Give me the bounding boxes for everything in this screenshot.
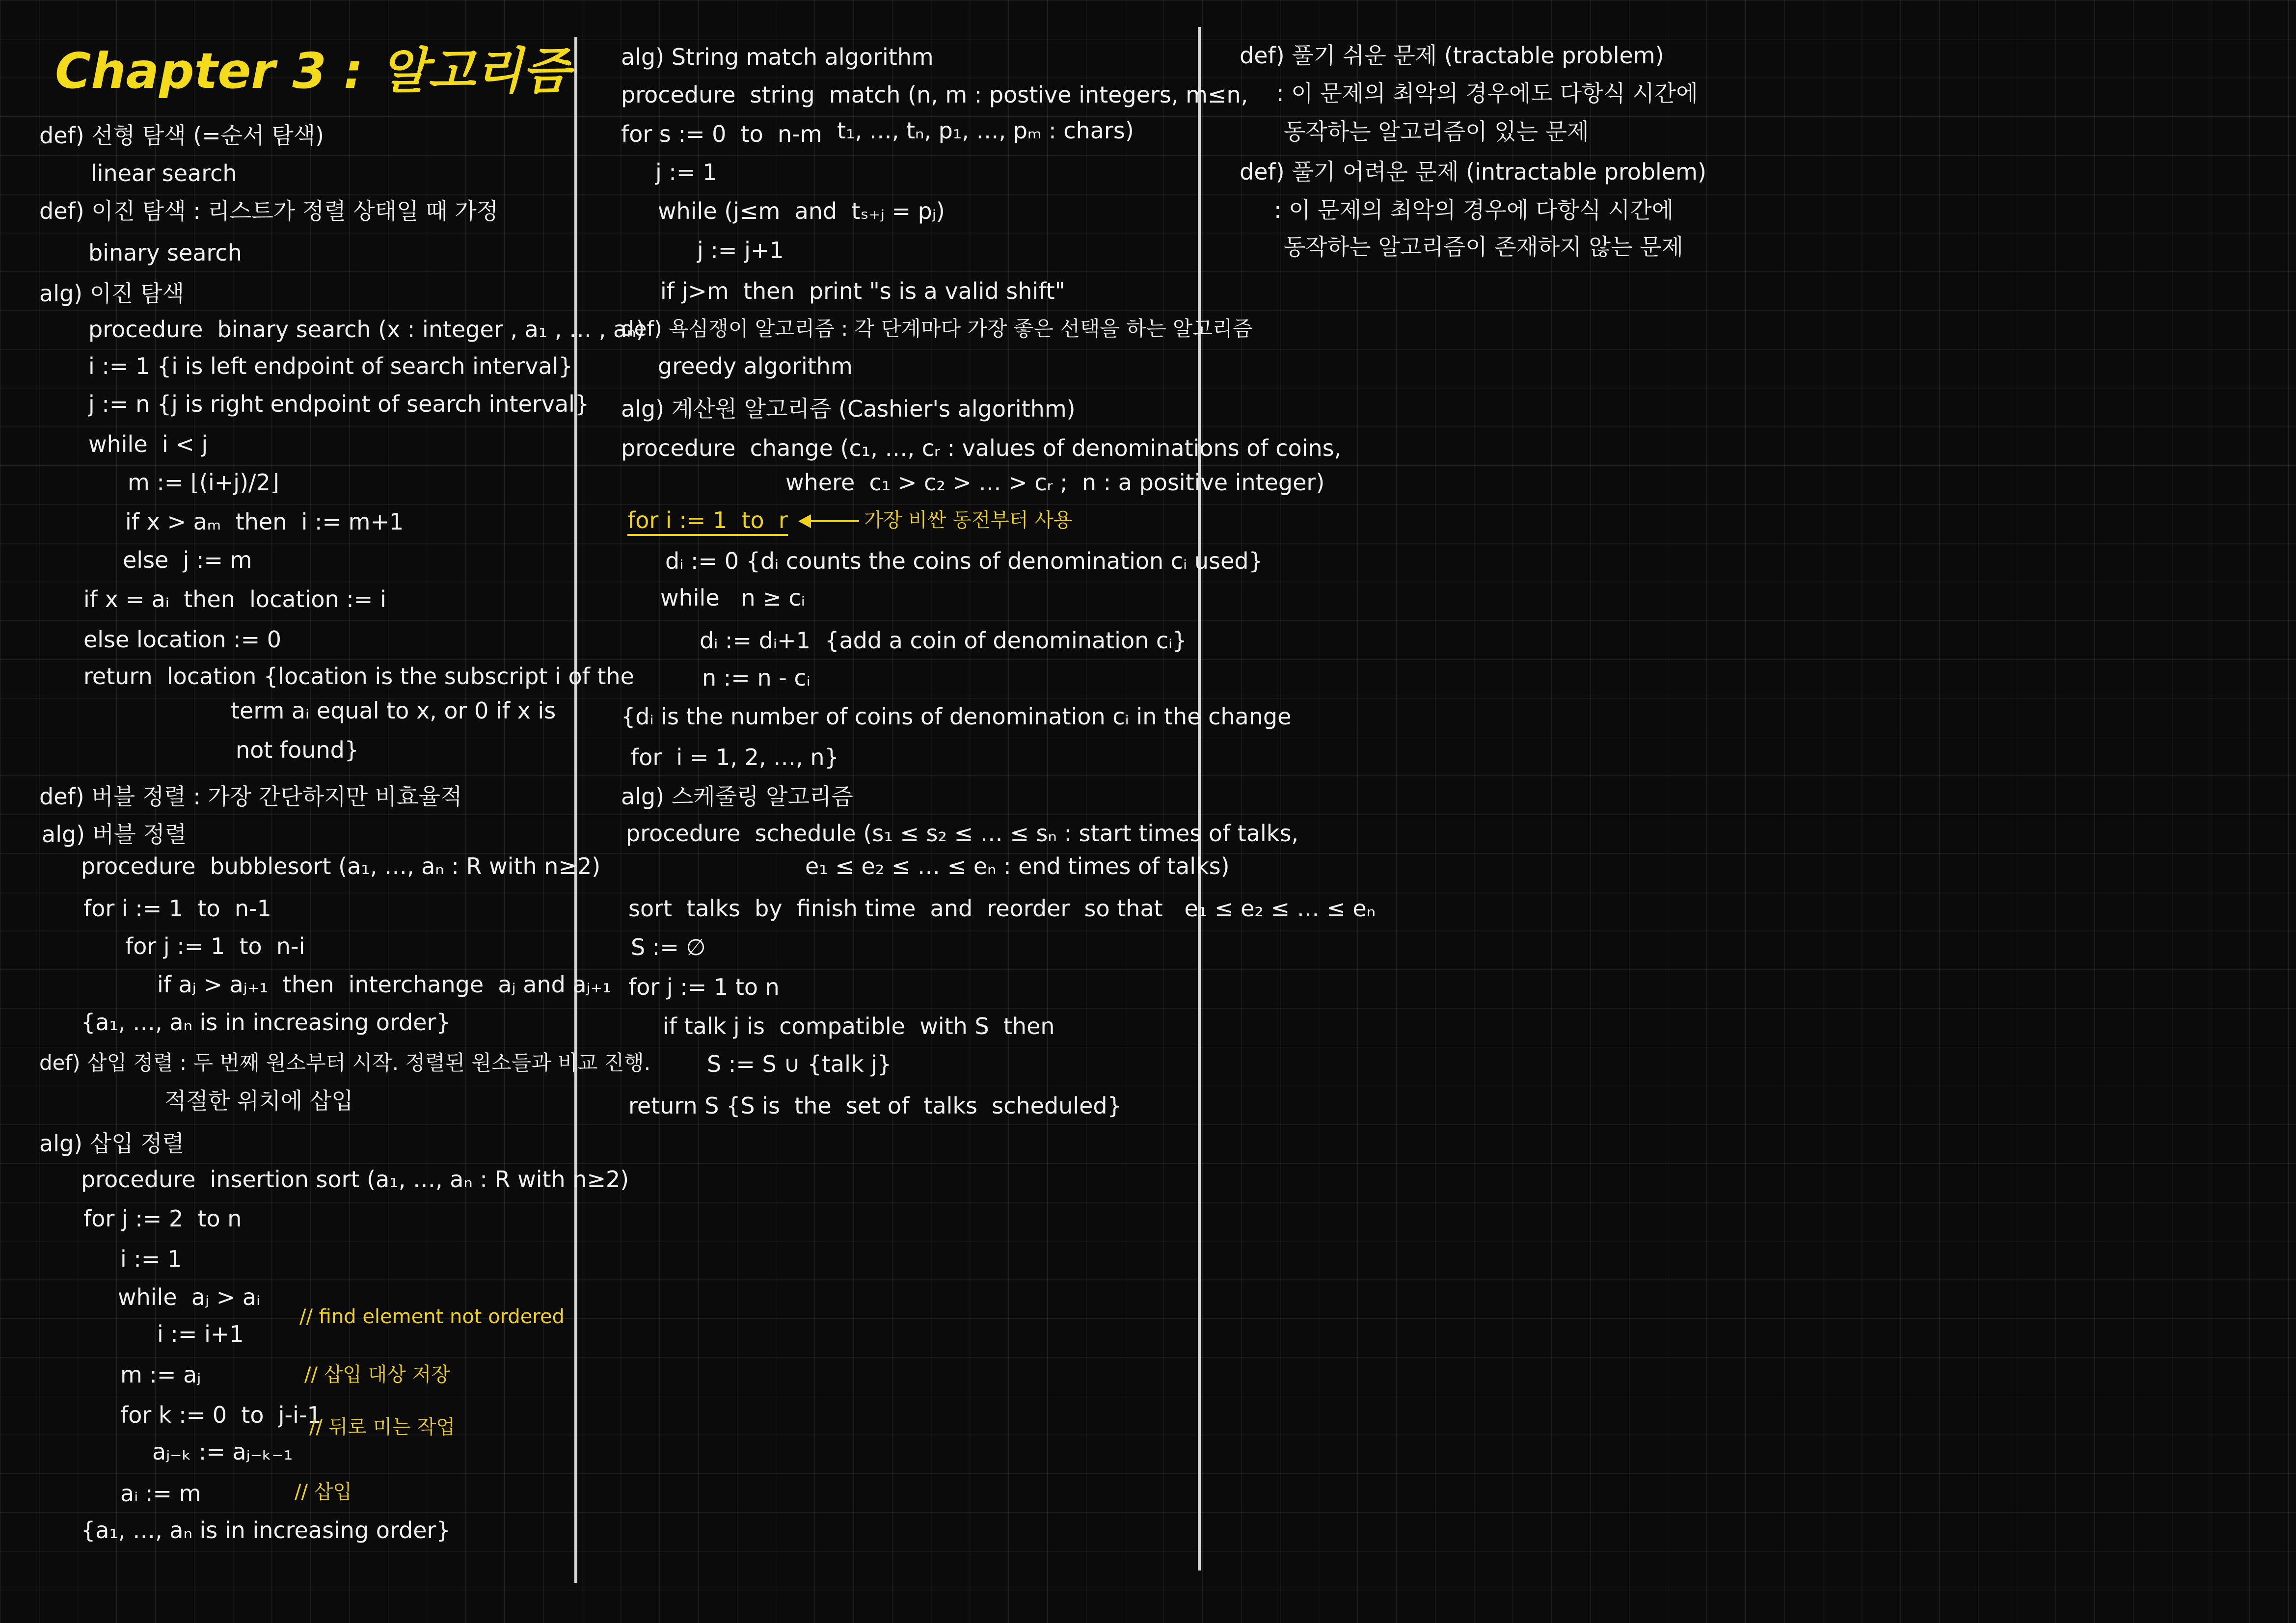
definition-tractable: def) 풀기 쉬운 문제 (tractable problem) <box>1240 42 1664 69</box>
code-line: i := 1 <box>120 1246 182 1272</box>
code-line: n := n - cᵢ <box>702 665 810 691</box>
definition-insertion-sort: def) 삽입 정렬 : 두 번째 원소부터 시작. 정렬된 원소들과 비교 진행. <box>39 1051 651 1075</box>
code-line: {a₁, …, aₙ is in increasing order} <box>81 1009 451 1036</box>
code-line: procedure binary search (x : integer , a₁ , … , aₙ) <box>88 316 645 343</box>
code-line: while aⱼ > aᵢ <box>118 1284 261 1310</box>
annotation-note: 가장 비싼 동전부터 사용 <box>864 509 1073 532</box>
code-line: not found} <box>236 737 359 763</box>
definition-binary-search: def) 이진 탐색 : 리스트가 정렬 상태일 때 가정 <box>39 198 499 224</box>
code-line: i := 1 {i is left endpoint of search interval} <box>88 353 573 379</box>
code-line: aⱼ₋ₖ := aⱼ₋ₖ₋₁ <box>152 1438 293 1465</box>
arrow-icon <box>800 520 859 522</box>
code-line: if j>m then print "s is a valid shift" <box>660 278 1065 304</box>
code-line: dᵢ := dᵢ+1 {add a coin of denomination cᵢ} <box>700 627 1187 654</box>
code-line: procedure insertion sort (a₁, …, aₙ : R with n≥2) <box>81 1166 629 1193</box>
code-line: for k := 0 to j-i-1 <box>120 1402 322 1428</box>
definition-bubble-sort: def) 버블 정렬 : 가장 간단하지만 비효율적 <box>39 783 462 810</box>
code-line: for j := 2 to n <box>83 1205 242 1232</box>
term-linear-search: linear search <box>91 160 237 186</box>
code-line: m := aⱼ <box>120 1361 201 1388</box>
code-line: else j := m <box>123 547 252 573</box>
definition-greedy: def) 욕심쟁이 알고리즘 : 각 단계마다 가장 좋은 선택을 하는 알고리즘 <box>621 317 1253 341</box>
code-line: j := 1 <box>655 159 717 186</box>
definition-tractable-desc: : 이 문제의 최악의 경우에도 다항식 시간에 <box>1276 80 1698 106</box>
code-line: S := S ∪ {talk j} <box>707 1051 892 1077</box>
code-line: while i < j <box>88 431 208 457</box>
code-line: if talk j is compatible with S then <box>663 1013 1055 1039</box>
definition-intractable: def) 풀기 어려운 문제 (intractable problem) <box>1240 159 1706 185</box>
code-line: procedure change (c₁, …, cᵣ : values of denominations of coins, <box>621 435 1342 461</box>
code-line: {a₁, …, aₙ is in increasing order} <box>81 1517 451 1543</box>
definition-insertion-sort-cont: 적절한 위치에 삽입 <box>164 1088 353 1114</box>
code-line: j := j+1 <box>697 237 784 264</box>
code-line: j := n {j is right endpoint of search interval} <box>88 391 590 417</box>
code-line: if x = aᵢ then location := i <box>83 586 386 612</box>
algorithm-scheduling-heading: alg) 스케줄링 알고리즘 <box>621 783 853 810</box>
term-greedy-algorithm: greedy algorithm <box>658 353 853 379</box>
code-line: while n ≥ cᵢ <box>660 585 805 611</box>
code-comment: // 삽입 <box>295 1481 352 1503</box>
code-line: for j := 1 to n <box>628 974 780 1000</box>
code-line: where c₁ > c₂ > … > cᵣ ; n : a positive integer) <box>785 469 1325 496</box>
code-line: e₁ ≤ e₂ ≤ … ≤ eₙ : end times of talks) <box>805 853 1230 879</box>
definition-linear-search: def) 선형 탐색 (=순서 탐색) <box>39 122 324 149</box>
code-line: m := ⌊(i+j)/2⌋ <box>128 469 279 496</box>
code-line: {dᵢ is the number of coins of denomination cᵢ in the change <box>621 703 1292 730</box>
code-line: if aⱼ > aⱼ₊₁ then interchange aⱼ and aⱼ₊₁ <box>157 971 612 998</box>
definition-tractable-desc-cont: 동작하는 알고리즘이 있는 문제 <box>1284 118 1589 145</box>
definition-intractable-desc: : 이 문제의 최악의 경우에 다항식 시간에 <box>1274 197 1674 223</box>
code-line: procedure string match (n, m : postive integers, m≤n, <box>621 81 1248 108</box>
code-line: for j := 1 to n-i <box>125 933 305 959</box>
page-title: Chapter 3 : 알고리즘 <box>55 42 570 100</box>
algorithm-cashier-heading: alg) 계산원 알고리즘 (Cashier's algorithm) <box>621 396 1076 422</box>
code-line: t₁, …, tₙ, p₁, …, pₘ : chars) <box>837 117 1134 144</box>
algorithm-insertion-sort-heading: alg) 삽입 정렬 <box>39 1130 185 1157</box>
code-line: procedure schedule (s₁ ≤ s₂ ≤ … ≤ sₙ : start times of talks, <box>626 820 1299 847</box>
definition-intractable-desc-cont: 동작하는 알고리즘이 존재하지 않는 문제 <box>1284 234 1683 260</box>
code-line-highlighted: for i := 1 to r <box>627 506 788 536</box>
code-line: dᵢ := 0 {dᵢ counts the coins of denomination cᵢ used} <box>665 548 1263 574</box>
code-line: for s := 0 to n-m <box>621 121 822 147</box>
column-divider-left <box>574 37 577 1583</box>
code-line: for i = 1, 2, …, n} <box>631 744 839 771</box>
term-binary-search: binary search <box>88 239 242 266</box>
code-comment: // 뒤로 미는 작업 <box>309 1416 455 1438</box>
code-line: S := ∅ <box>631 934 706 960</box>
algorithm-bubble-sort-heading: alg) 버블 정렬 <box>42 821 187 848</box>
code-line: sort talks by finish time and reorder so that e₁ ≤ e₂ ≤ … ≤ eₙ <box>628 895 1376 922</box>
code-line: i := i+1 <box>157 1321 244 1347</box>
code-line: while (j≤m and tₛ₊ⱼ = pⱼ) <box>658 198 945 224</box>
algorithm-binary-search-heading: alg) 이진 탐색 <box>39 280 185 307</box>
code-line: term aᵢ equal to x, or 0 if x is <box>231 697 556 724</box>
code-line: if x > aₘ then i := m+1 <box>125 508 404 535</box>
code-line: aᵢ := m <box>120 1480 201 1507</box>
code-comment: // find element not ordered <box>299 1305 565 1328</box>
code-line: procedure bubblesort (a₁, …, aₙ : R with n≥2) <box>81 853 601 879</box>
code-comment: // 삽입 대상 저장 <box>304 1363 450 1386</box>
code-line: return S {S is the set of talks scheduled} <box>628 1092 1122 1119</box>
algorithm-string-match-heading: alg) String match algorithm <box>621 44 934 70</box>
column-divider-right <box>1198 27 1201 1570</box>
code-line: for i := 1 to n-1 <box>83 895 271 922</box>
code-line: return location {location is the subscript i of the <box>83 663 634 690</box>
code-line: else location := 0 <box>83 626 282 653</box>
